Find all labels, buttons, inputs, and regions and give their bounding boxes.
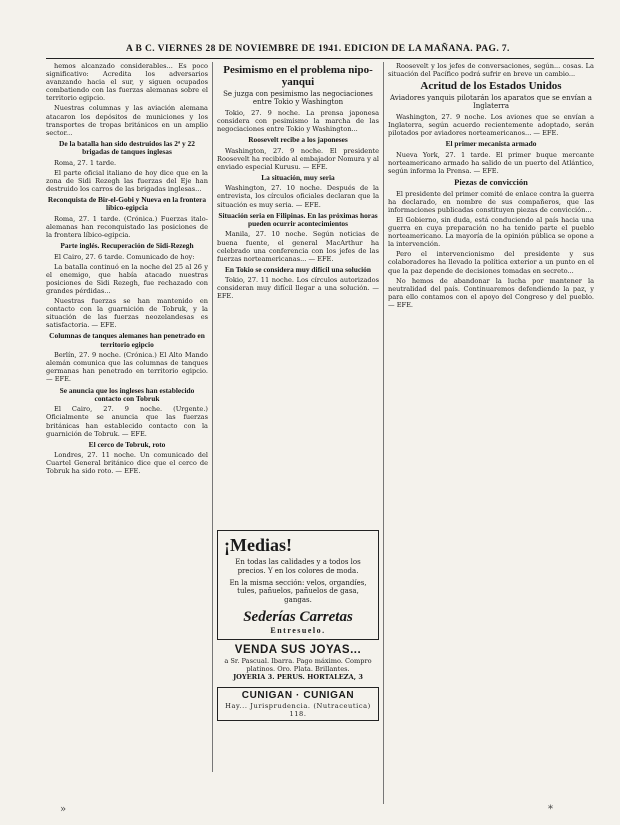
- article-paragraph: Roosevelt y los jefes de conversaciones, según... cosas. La situación del Pacífico podrá sufrir en breve un cambio...: [388, 62, 594, 79]
- article-headline: De la batalla han sido destruidos las 2ª y 22 brigadas de tanques inglesas: [59, 138, 195, 157]
- article-paragraph: Berlín, 27. 9 noche. (Crónica.) El Alto Mando alemán comunica que las columnas de tanques germanas han penetrado en territorio egipcio. — EFE.: [46, 351, 208, 384]
- article-paragraph: El Gobierno, sin duda, está conduciendo al país hacia una guerra en cuya preparación no ha tenido parte el pueblo norteamericano. La mayoría de la opinión pública se opone a la intervención.: [388, 215, 594, 249]
- article-paragraph: Nuestras columnas y las aviación alemana atacaron los depósitos de municiones y los transportes de tropas británicos en un amplio sector...: [46, 104, 208, 137]
- article-paragraph: Washington, 27. 9 noche. Los aviones que se envían a Inglaterra, según acuerdo recientemente adoptado, serán pilotados por aviadores norteamericanos... — EFE.: [388, 113, 594, 138]
- article-paragraph: El parte oficial italiano de hoy dice que en la zona de Sidi Rezegh las fuerzas del Eje han destruido los carros de las brigadas inglesas...: [46, 168, 208, 193]
- ad-text: Hay... Jurisprudencia. (Nutraceutica) 118.: [225, 701, 371, 718]
- ad-title: ¡Medias!: [224, 535, 292, 555]
- article-headline: Parte inglés. Recuperación de Sidi-Rezegh: [60, 241, 194, 251]
- ad-text: En la misma sección: velos, organdíes, tules, pañuelos, pañuelos de gasa, gangas.: [229, 578, 367, 605]
- article-paragraph: Tokio, 27. 9 noche. La prensa japonesa considera con pesimismo la marcha de las negociaciones entre Tokio y Washington...: [217, 109, 379, 134]
- article-dateline: Roma, 27. 1 tarde.: [54, 158, 117, 167]
- ad-cunigan: [217, 687, 379, 721]
- article-paragraph: No hemos de abandonar la lucha por mantener la neutralidad del país. Continuaremos defendiendo la paz, y para ello contamos con el apoyo del Congreso y del pueblo. — EFE.: [388, 276, 594, 309]
- article-headline: Pesimismo en el problema nipo-yanqui: [223, 64, 373, 88]
- article-headline: Situación seria en Filipinas. En las próximas horas pueden ocurrir acontecimientos: [218, 210, 378, 229]
- ad-brand-sub: Entresuelo.: [270, 625, 326, 635]
- ad-text: En todas las calidades y a todos los precios. Y en los colores de moda.: [235, 558, 361, 575]
- ad-brand: Sederías Carretas: [243, 608, 353, 625]
- ad-title: VENDA SUS JOYAS...: [234, 643, 362, 656]
- article-subheadline: Aviadores yanquis pilotarán los aparatos que se envían a Inglaterra: [390, 94, 592, 111]
- article-paragraph: Washington, 27. 9 noche. El presidente Roosevelt ha recibido al embajador Nomura y al enviado especial Kurusu. — EFE.: [217, 146, 379, 171]
- article-headline: El cerco de Tobruk, roto: [88, 439, 166, 449]
- ad-text: a Sr. Pascual. Ibarra. Pago máximo. Compro platinos. Oro. Plata. Brillantes.: [224, 656, 372, 673]
- article-headline: El primer mecanista armado: [445, 139, 537, 149]
- article-headline: Columnas de tanques alemanes han penetrado en territorio egipcio: [49, 331, 205, 349]
- article-paragraph: Nuestras fuerzas se han mantenido en contacto con la guarnición de Tobruk, y la situación de las fuerzas neozelandesas es satisfactoria. — EFE.: [46, 297, 208, 330]
- article-paragraph: Roma, 27. 1 tarde. (Crónica.) Fuerzas italo-alemanas han reconquistado las posiciones de la frontera líbico-egipcia.: [46, 214, 208, 240]
- column-3: [388, 62, 594, 804]
- article-paragraph: El presidente del primer comité de enlace contra la guerra ha declarado, en nombre de sus compañeros, que las informaciones publicadas constituyen piezas de convicción...: [388, 189, 594, 214]
- ad-title: CUNIGAN · CUNIGAN: [241, 689, 355, 701]
- article-paragraph: La batalla continuó en la noche del 25 al 26 y el enemigo, que había atacado nuestras posiciones de Sidi Rezegh, fue rechazado con grandes pérdidas...: [46, 262, 208, 295]
- article-headline: Reconquista de Bir-el-Gobi y Nueva en la frontera líbico-egipcia: [47, 195, 207, 213]
- article-paragraph: Londres, 27. 11 noche. Un comunicado del Cuartel General británico dice que el cerco de Tobruk ha sido roto. — EFE.: [46, 451, 208, 476]
- article-paragraph: Washington, 27. 10 noche. Después de la entrevista, los círculos oficiales declaran que la situación es muy seria. — EFE.: [217, 184, 379, 209]
- column-divider: [383, 62, 384, 804]
- article-headline: Se anuncia que los ingleses han establecido contacto con Tobruk: [59, 385, 195, 403]
- column-divider: [212, 62, 213, 772]
- article-paragraph: hemos alcanzado considerables... Es poco significativo: Acredita los adversarios avanzando hacia el sur, y siguen ocupados combatiendo con las fuerzas alemanas sobre el territorio egipcio.: [46, 62, 208, 103]
- article-paragraph: Tokio, 27. 11 noche. Los círculos autorizados consideran muy difícil llegar a una solución. — EFE.: [217, 276, 379, 301]
- article-subheadline: Se juzga con pesimismo las negociaciones entre Tokio y Washington: [223, 90, 373, 106]
- article-paragraph: Nueva York, 27. 1 tarde. El primer buque mercante norteamericano armado ha salido de un puerto del Atlántico, según informa la Prensa. — EFE.: [388, 150, 594, 176]
- article-headline: La situación, muy seria: [261, 172, 335, 182]
- article-dateline: El Cairo, 27. 6 tarde. Comunicado de hoy:: [54, 252, 195, 261]
- ad-address: JOYERIA 3. PERUS. HORTALEZA, 3: [233, 672, 363, 681]
- advertisements: [217, 530, 379, 770]
- article-headline: Piezas de convicción: [454, 177, 528, 188]
- column-1: [46, 62, 208, 772]
- ad-joyas: [217, 644, 379, 681]
- header-rule: [46, 58, 594, 59]
- corner-mark: *: [548, 804, 553, 815]
- ad-medias: [217, 530, 379, 640]
- article-paragraph: Pero el intervencionismo del presidente y sus colaboradores ha llevado la política exterior a un punto en el que la paz depende de decisiones tomadas en secreto...: [388, 250, 594, 275]
- page-header: A B C. VIERNES 28 DE NOVIEMBRE DE 1941. EDICION DE LA MAÑANA. PAG. 7.: [126, 44, 510, 54]
- article-headline: En Tokio se considera muy difícil una solución: [224, 264, 371, 274]
- column-2: [217, 62, 379, 522]
- article-paragraph: El Cairo, 27. 9 noche. (Urgente.) Oficialmente se anuncia que las fuerzas británicas han establecido contacto con la guarnición de Tobruk. — EFE.: [46, 405, 208, 438]
- article-headline: Acritud de los Estados Unidos: [420, 80, 562, 93]
- article-headline: Roosevelt recibe a los japoneses: [248, 135, 348, 145]
- corner-mark: »: [60, 804, 67, 815]
- article-paragraph: Manila, 27. 10 noche. Según noticias de buena fuente, el general MacArthur ha celebrado una conferencia con los jefes de las fuerzas norteamericanas... — EFE.: [217, 230, 379, 263]
